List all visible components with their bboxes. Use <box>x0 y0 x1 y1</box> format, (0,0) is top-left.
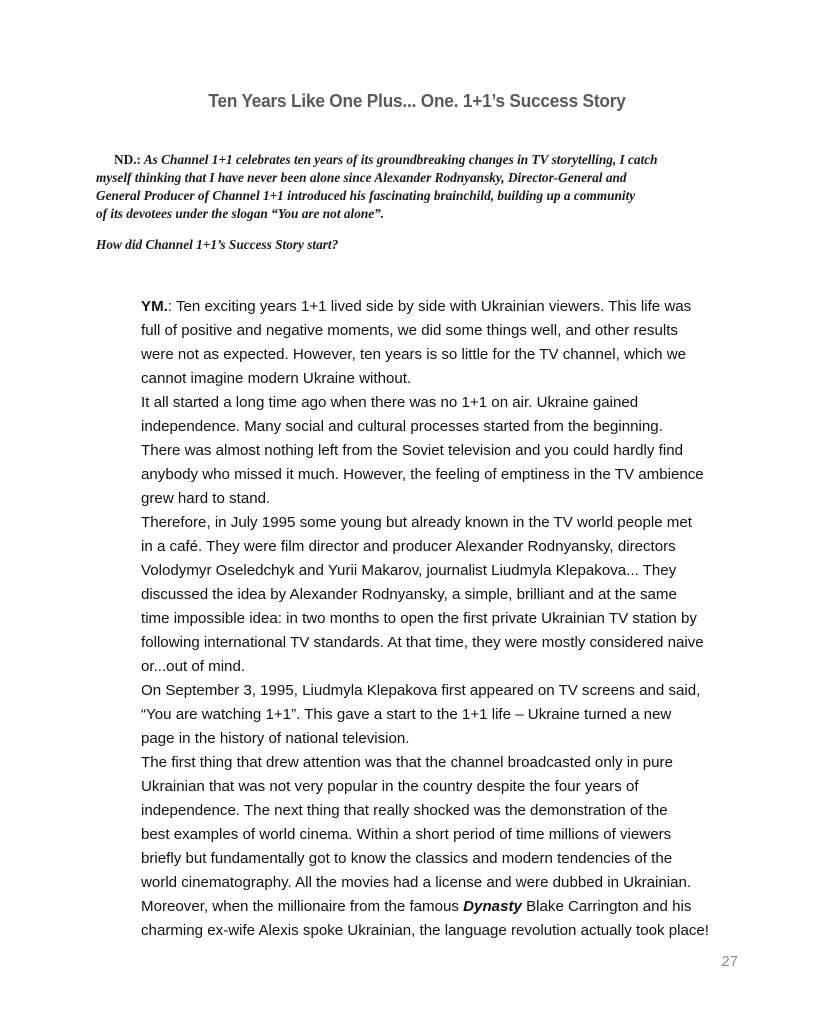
answer-line-1 <box>141 295 751 319</box>
answer-line: page in the history of national television. <box>141 730 410 747</box>
answer-line: independence. The next thing that really shocked was the demonstration of the <box>141 802 668 819</box>
answer-speaker: YM. <box>141 298 168 315</box>
answer-line: Volodymyr Oseledchyk and Yurii Makarov, journalist Liudmyla Klepakova... They <box>141 562 677 579</box>
answer-line: or...out of mind. <box>141 658 246 675</box>
dynasty-line-after: Blake Carrington and his <box>521 898 692 915</box>
intro-speaker: ND.: <box>114 152 141 167</box>
answer-line-1-text: Ten exciting years 1+1 lived side by side with Ukrainian viewers. This life was <box>172 298 692 315</box>
intro-line-1 <box>96 151 746 169</box>
answer-body <box>141 295 751 943</box>
interview-question: How did Channel 1+1’s Success Story start? <box>96 237 339 252</box>
intro-text-1: As Channel 1+1 celebrates ten years of its groundbreaking changes in TV storytelling, I catch <box>143 152 658 167</box>
answer-line: were not as expected. However, ten years is so little for the TV channel, which we <box>141 346 687 363</box>
answer-line: grew hard to stand. <box>141 490 271 507</box>
answer-line: Ukrainian that was not very popular in the country despite the four years of <box>141 778 639 795</box>
answer-line: in a café. They were film director and producer Alexander Rodnyansky, directors <box>141 538 676 555</box>
answer-line: discussed the idea by Alexander Rodnyansky, a simple, brilliant and at the same <box>141 586 677 603</box>
answer-line: There was almost nothing left from the Soviet television and you could hardly find <box>141 442 683 459</box>
page-number: 27 <box>721 953 738 970</box>
answer-speaker-colon: : <box>167 298 173 315</box>
intro-line-3: General Producer of Channel 1+1 introduced his fascinating brainchild, building up a community <box>96 188 636 203</box>
answer-line: cannot imagine modern Ukraine without. <box>141 370 412 387</box>
intro-line-4: of its devotees under the slogan “You are not alone”. <box>96 206 385 221</box>
answer-line: full of positive and negative moments, we did some things well, and other results <box>141 322 678 339</box>
answer-line: It all started a long time ago when there was no 1+1 on air. Ukraine gained <box>141 394 639 411</box>
answer-line: time impossible idea: in two months to open the first private Ukrainian TV station by <box>141 610 697 627</box>
answer-line-last: charming ex-wife Alexis spoke Ukrainian, the language revolution actually took place! <box>141 922 710 939</box>
answer-line: briefly but fundamentally got to know the classics and modern tendencies of the <box>141 850 673 867</box>
dynasty-line-before: Moreover, when the millionaire from the famous <box>141 898 464 915</box>
answer-line: world cinematography. All the movies had a license and were dubbed in Ukrainian. <box>141 874 692 891</box>
page-title: Ten Years Like One Plus... One. 1+1’s Success Story <box>208 90 626 111</box>
answer-line: “You are watching 1+1”. This gave a start to the 1+1 life – Ukraine turned a new <box>141 706 672 723</box>
answer-line: Therefore, in July 1995 some young but already known in the TV world people met <box>141 514 692 531</box>
answer-line: following international TV standards. At that time, they were mostly considered naive <box>141 634 704 651</box>
answer-line: independence. Many social and cultural processes started from the beginning. <box>141 418 663 435</box>
intro-line-2: myself thinking that I have never been alone since Alexander Rodnyansky, Director-General and <box>96 170 627 185</box>
answer-line-dynasty <box>141 895 751 919</box>
answer-line: On September 3, 1995, Liudmyla Klepakova first appeared on TV screens and said, <box>141 682 701 699</box>
intro-paragraph <box>96 151 746 223</box>
dynasty-title: Dynasty <box>463 898 522 915</box>
answer-line: The first thing that drew attention was that the channel broadcasted only in pure <box>141 754 673 771</box>
answer-line: best examples of world cinema. Within a short period of time millions of viewers <box>141 826 672 843</box>
answer-line: anybody who missed it much. However, the feeling of emptiness in the TV ambience <box>141 466 704 483</box>
